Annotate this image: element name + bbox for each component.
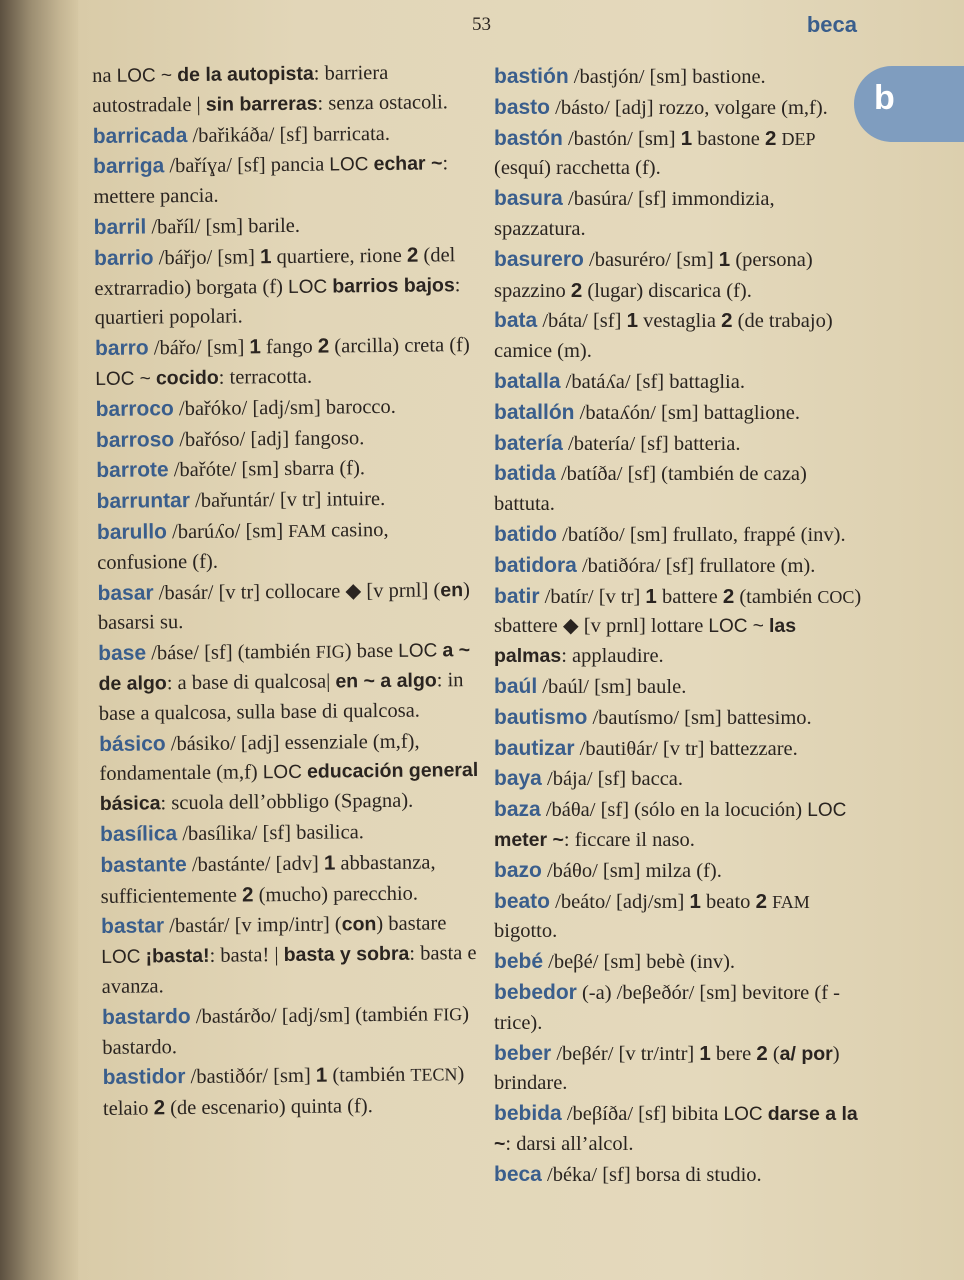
dictionary-entry: baza /báθa/ [sf] (sólo en la locución) LOC meter ~: ficcare il naso. [494, 798, 847, 851]
dictionary-entry: batido /batíðo/ [sm] frullato, frappé (inv). [494, 522, 846, 546]
dictionary-entry: barro /bářo/ [sm] 1 fango 2 (arcilla) creta (f) LOC ~ cocido: terracotta. [94, 334, 470, 390]
right-column [494, 62, 868, 1190]
dictionary-entry: barriga /baříɣa/ [sf] pancia LOC echar ~: mettere pancia. [92, 152, 449, 209]
dictionary-entry: bastión /bastjón/ [sm] bastione. [494, 65, 766, 88]
dictionary-entry: basura /basúra/ [sf] immondizia, spazzatura. [494, 187, 775, 240]
dictionary-entry: barrio /bářjo/ [sm] 1 quartiere, rione 2 (del extrarradio) borgata (f) LOC barrios bajos: quartieri popolari. [93, 243, 461, 330]
dictionary-entry: bautismo /bautísmo/ [sm] battesimo. [494, 705, 812, 729]
dictionary-entry: batidora /batiðóra/ [sf] frullatore (m). [494, 553, 816, 577]
dictionary-entry: batida /batíða/ [sf] (también de caza) battuta. [494, 462, 807, 516]
dictionary-entry: bebida /beβíða/ [sf] bibita LOC darse a la ~: darsi all’alcol. [494, 1102, 858, 1155]
dictionary-entry: bastidor /bastiðór/ [sm] 1 (también TECN) telaio 2 (de escenario) quinta (f). [102, 1063, 465, 1121]
dictionary-entry: batir /batír/ [v tr] 1 battere 2 (también COC) sbattere ◆ [v prnl] lottare LOC ~ las palmas: applaudire. [494, 584, 862, 668]
dictionary-entry: na LOC ~ de la autopista: barriera autostradale | sin barreras: senza ostacoli. [92, 61, 448, 117]
dictionary-entry: barril /baříl/ [sm] barile. [93, 214, 301, 239]
dictionary-entry: batería /batería/ [sf] batteria. [494, 431, 741, 455]
dictionary-entry: bastón /bastón/ [sm] 1 bastone 2 DEP (esquí) racchetta (f). [494, 126, 816, 180]
dictionary-entry: basílica /basílika/ [sf] basilica. [99, 821, 364, 846]
dictionary-entry: bebedor (-a) /beβeðór/ [sm] bevitore (f -trice). [494, 980, 840, 1034]
dictionary-entry: baya /bája/ [sf] bacca. [494, 767, 684, 791]
dictionary-entry: bautizar /bautiθár/ [v tr] battezzare. [494, 736, 798, 760]
dictionary-entry: batalla /batáʎa/ [sf] battaglia. [494, 369, 745, 393]
dictionary-entry: bazo /báθo/ [sm] milza (f). [494, 858, 722, 882]
dictionary-entry: barroso /bařóso/ [adj] fangoso. [95, 426, 365, 452]
thumb-index-tab [854, 66, 964, 142]
dictionary-entry: barrote /bařóte/ [sm] sbarra (f). [96, 457, 366, 483]
dictionary-entry: bastardo /bastárðo/ [adj/sm] (también FIG) bastardo. [101, 1002, 470, 1059]
dictionary-entry: beber /beβér/ [v tr/intr] 1 bere 2 (a/ por) brindare. [494, 1041, 840, 1095]
guide-word: beca [806, 12, 857, 37]
dictionary-entry: bastante /bastánte/ [adv] 1 abbastanza, sufficientemente 2 (mucho) parecchio. [100, 851, 436, 908]
dictionary-entry: barullo /barúʎo/ [sm] FAM casino, confusione (f). [96, 518, 389, 574]
dictionary-entry: baúl /baúl/ [sm] baule. [494, 674, 687, 698]
dictionary-entry: barricada /bařikáða/ [sf] barricata. [92, 122, 391, 148]
thumb-index-letter: b [874, 79, 895, 117]
dictionary-entry: basto /básto/ [adj] rozzo, volgare (m,f). [494, 95, 828, 119]
facing-page-edge [0, 0, 78, 1280]
dictionary-entry: basar /basár/ [v tr] collocare ◆ [v prnl] (en) basarsi su. [97, 578, 471, 635]
dictionary-entry: básico /básiko/ [adj] essenziale (m,f), fondamentale (m,f) LOC educación general básica: scuola dell’obbligo (Spagna). [99, 730, 479, 816]
dictionary-entry: barruntar /bařuntár/ [v tr] intuire. [96, 488, 386, 514]
dictionary-entry: base /báse/ [sf] (también FIG) base LOC a ~ de algo: a base di qualcosa| en ~ a algo: in base a qualcosa, sulla base di qualcosa. [98, 639, 471, 725]
dictionary-entry: barroco /bařóko/ [adj/sm] barocco. [95, 395, 396, 421]
dictionary-entry: beato /beáto/ [adj/sm] 1 beato 2 FAM bigotto. [494, 889, 810, 943]
left-column [92, 58, 489, 1125]
page-number: 53 [472, 14, 491, 35]
dictionary-entry: bastar /bastár/ [v imp/intr] (con) bastare LOC ¡basta!: basta! | basta y sobra: basta e avanza. [100, 912, 477, 998]
dictionary-entry: beca /béka/ [sf] borsa di studio. [494, 1162, 762, 1186]
dictionary-entry: bata /báta/ [sf] 1 vestaglia 2 (de trabajo) camice (m). [494, 309, 833, 363]
dictionary-entry: batallón /bataʎón/ [sm] battaglione. [494, 400, 800, 424]
dictionary-entry: bebé /beβé/ [sm] bebè (inv). [494, 950, 736, 974]
dictionary-entry: basurero /basuréro/ [sm] 1 (persona) spazzino 2 (lugar) discarica (f). [494, 247, 813, 302]
